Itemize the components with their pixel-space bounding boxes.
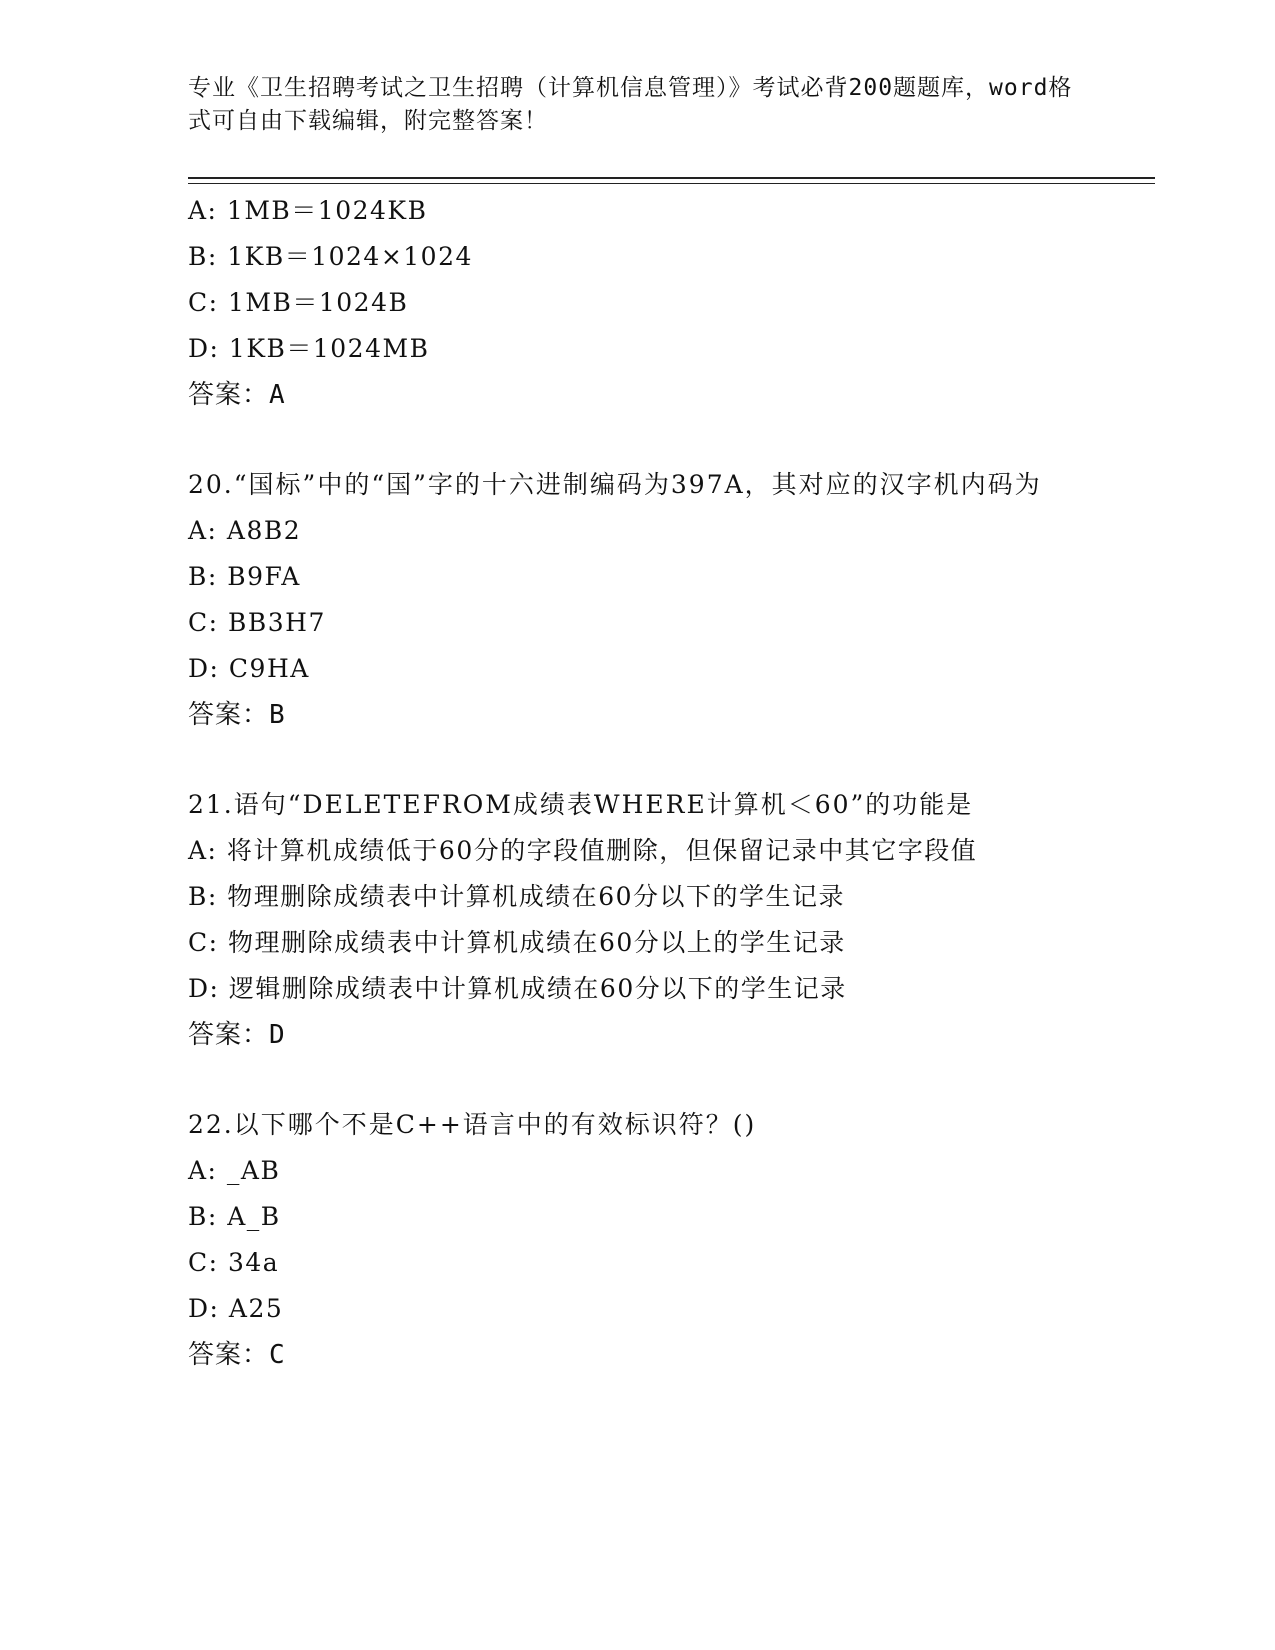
option-b: B: B9FA (188, 562, 301, 591)
question-19-block (188, 188, 1128, 418)
header-divider (188, 177, 1155, 184)
option-a: A: _AB (188, 1156, 281, 1185)
option-d: D: 逻辑删除成绩表中计算机成绩在60分以下的学生记录 (188, 974, 847, 1003)
option-d: D: 1KB＝1024MB (188, 334, 430, 363)
option-a: A: 1MB＝1024KB (188, 196, 428, 225)
option-d: D: A25 (188, 1294, 284, 1323)
document-header: 专业《卫生招聘考试之卫生招聘（计算机信息管理）》考试必背200题题库，word格式可自由下载编辑，附完整答案！ (188, 75, 1073, 134)
question-20-block (188, 462, 1128, 738)
option-b: B: A_B (188, 1202, 281, 1231)
answer-label: 答案：B (188, 700, 286, 730)
option-b: B: 物理删除成绩表中计算机成绩在60分以下的学生记录 (188, 882, 846, 911)
question-stem: 20.“国标”中的“国”字的十六进制编码为397A，其对应的汉字机内码为 (188, 470, 1042, 499)
option-a: A: 将计算机成绩低于60分的字段值删除，但保留记录中其它字段值 (188, 836, 978, 865)
option-c: C: 物理删除成绩表中计算机成绩在60分以上的学生记录 (188, 928, 846, 957)
option-d: D: C9HA (188, 654, 310, 683)
question-list (188, 188, 1128, 1378)
question-21-block (188, 782, 1128, 1058)
answer-label: 答案：D (188, 1020, 286, 1050)
option-b: B: 1KB＝1024×1024 (188, 242, 473, 271)
question-stem: 21.语句“DELETEFROM成绩表WHERE计算机＜60”的功能是 (188, 790, 974, 819)
option-c: C: BB3H7 (188, 608, 326, 637)
question-22-block (188, 1102, 1128, 1378)
answer-label: 答案：C (188, 1340, 286, 1370)
question-stem: 22.以下哪个不是C++语言中的有效标识符？() (188, 1110, 757, 1139)
answer-label: 答案：A (188, 380, 286, 410)
option-c: C: 1MB＝1024B (188, 288, 409, 317)
option-c: C: 34a (188, 1248, 280, 1277)
option-a: A: A8B2 (188, 516, 302, 545)
